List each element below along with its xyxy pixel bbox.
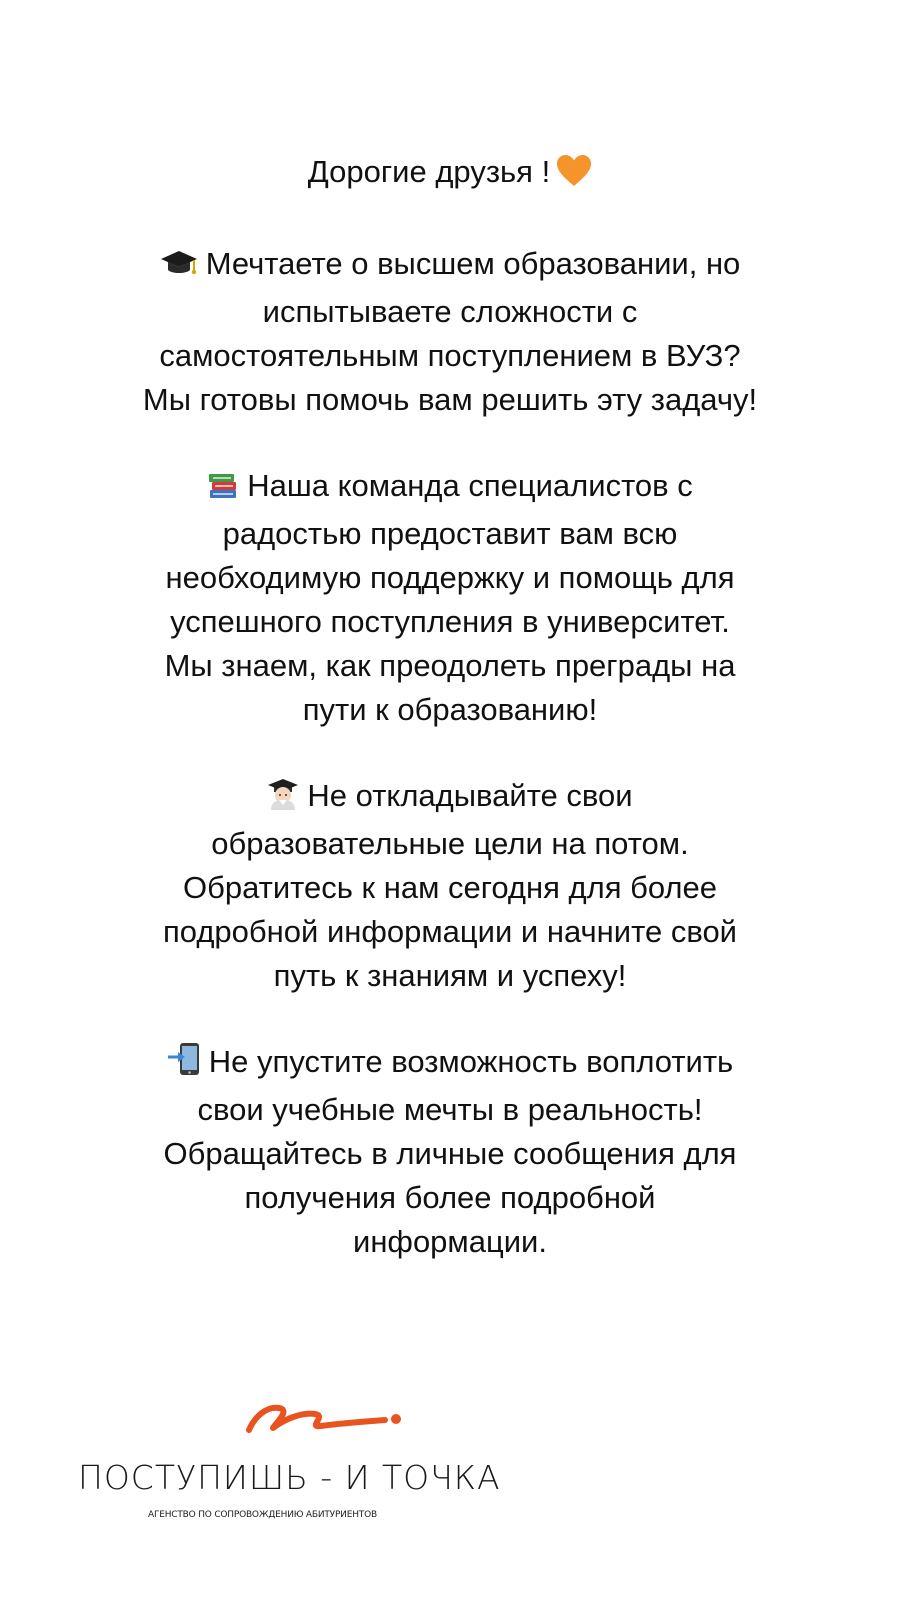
student-icon	[267, 778, 299, 822]
paragraph-line: успешного поступления в университет.	[170, 604, 730, 639]
paragraph-team	[40, 464, 860, 732]
paragraph-line: самостоятельным поступлением в ВУЗ?	[159, 338, 741, 373]
orange-heart-icon	[556, 154, 592, 200]
paragraph-line: Мы знаем, как преодолеть преграды на	[164, 648, 736, 683]
paragraph-line: пути к образованию!	[302, 692, 598, 727]
mobile-arrow-icon	[167, 1042, 201, 1088]
paragraph-dream	[40, 242, 860, 422]
paragraph-line: Обращайтесь в личные сообщения для	[163, 1136, 737, 1171]
logo-title: ПОСТУПИШЬ - И ТОЧКА	[78, 1458, 501, 1497]
paragraph-contact	[40, 1040, 860, 1264]
paragraph-line: радостью предоставит вам всю	[222, 516, 678, 551]
paragraph-line: необходимую поддержку и помощь для	[165, 560, 735, 595]
paragraph-line: Наша команда специалистов с	[40, 464, 860, 512]
logo-brush-mark	[245, 1400, 415, 1440]
paragraph-goals	[40, 774, 860, 998]
paragraph-line: Мечтаете о высшем образовании, но	[40, 242, 860, 290]
logo-subtitle: АГЕНСТВО ПО СОПРОВОЖДЕНИЮ АБИТУРИЕНТОВ	[148, 1510, 377, 1520]
paragraph-line: Мы готовы помочь вам решить эту задачу!	[142, 382, 758, 417]
paragraph-line: информации.	[353, 1224, 547, 1259]
paragraph-line: подробной информации и начните свой	[162, 914, 737, 949]
greeting-line	[40, 150, 860, 200]
post-text	[40, 150, 860, 1264]
paragraph-line: Обратитесь к нам сегодня для более	[183, 870, 717, 905]
paragraph-line: свои учебные мечты в реальность!	[197, 1092, 703, 1127]
paragraph-line: Не откладывайте свои	[40, 774, 860, 822]
greeting-text: Дорогие друзья !	[307, 154, 551, 189]
paragraph-line: испытываете сложности с	[262, 294, 638, 329]
paragraph-line: Не упустите возможность воплотить	[40, 1040, 860, 1088]
paragraph-line: образовательные цели на потом.	[211, 826, 689, 861]
books-icon	[207, 468, 239, 512]
paragraph-line: путь к знаниям и успеху!	[273, 958, 627, 993]
agency-logo	[0, 1400, 900, 1520]
graduation-cap-icon	[160, 246, 198, 290]
paragraph-line: получения более подробной	[244, 1180, 656, 1215]
